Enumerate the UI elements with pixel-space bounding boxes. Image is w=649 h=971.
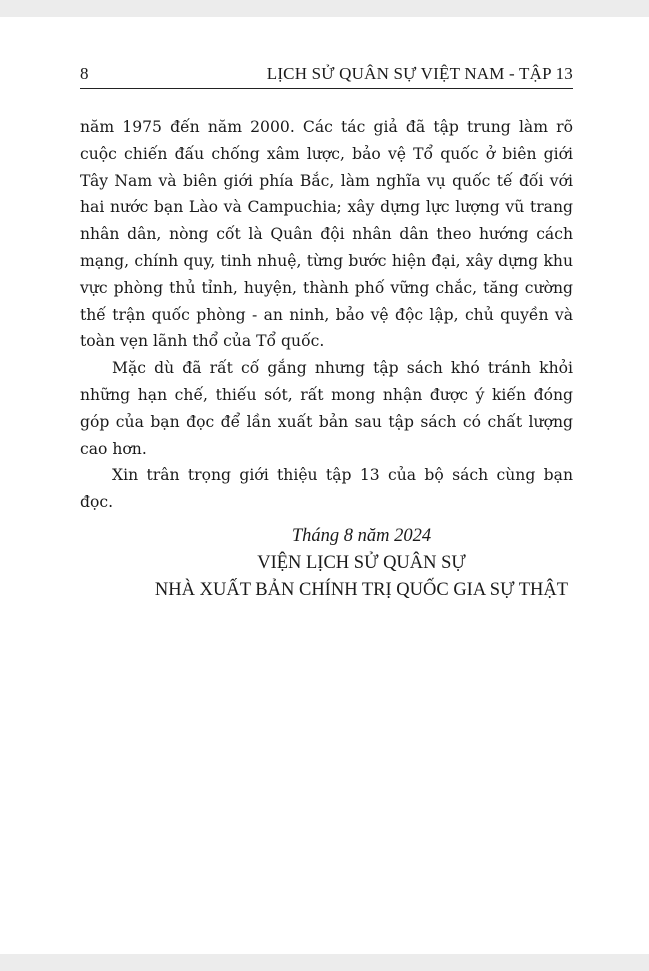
- body-paragraph-1: năm 1975 đến năm 2000. Các tác giả đã tập trung làm rõ cuộc chiến đấu chống xâm lược, bảo vệ Tổ quốc ở biên giới Tây Nam và biên giới phía Bắc, làm nghĩa vụ quốc tế đối với hai nước bạn Lào và Campuchia; xây dựng lực lượng vũ trang nhân dân, nòng cốt là Quân đội nhân dân theo hướng cách mạng, chính quy, tinh nhuệ, từng bước hiện đại, xây dựng khu vực phòng thủ tỉnh, huyện, thành phố vững chắc, tăng cường thế trận quốc phòng - an ninh, bảo vệ độc lập, chủ quyền và toàn vẹn lãnh thổ của Tổ quốc.: [80, 118, 573, 351]
- running-title: LỊCH SỬ QUÂN SỰ VIỆT NAM - TẬP 13: [266, 64, 573, 83]
- body-paragraph-3: Xin trân trọng giới thiệu tập 13 của bộ sách cùng bạn đọc.: [80, 466, 573, 512]
- signature-date: Tháng 8 năm 2024: [291, 526, 432, 546]
- page-header: [80, 62, 573, 89]
- signature-org-institute: VIỆN LỊCH SỬ QUÂN SỰ: [257, 553, 466, 573]
- body-paragraph-2: Mặc dù đã rất cố gắng nhưng tập sách khó tránh khỏi những hạn chế, thiếu sót, rất mong nhận được ý kiến đóng góp của bạn đọc để lần xuất bản sau tập sách có chất lượng cao hơn.: [80, 359, 573, 458]
- page-body: [80, 114, 573, 516]
- signature-org-publisher: NHÀ XUẤT BẢN CHÍNH TRỊ QUỐC GIA SỰ THẬT: [154, 580, 569, 600]
- page-number: 8: [80, 64, 89, 83]
- signature-block: [80, 523, 573, 604]
